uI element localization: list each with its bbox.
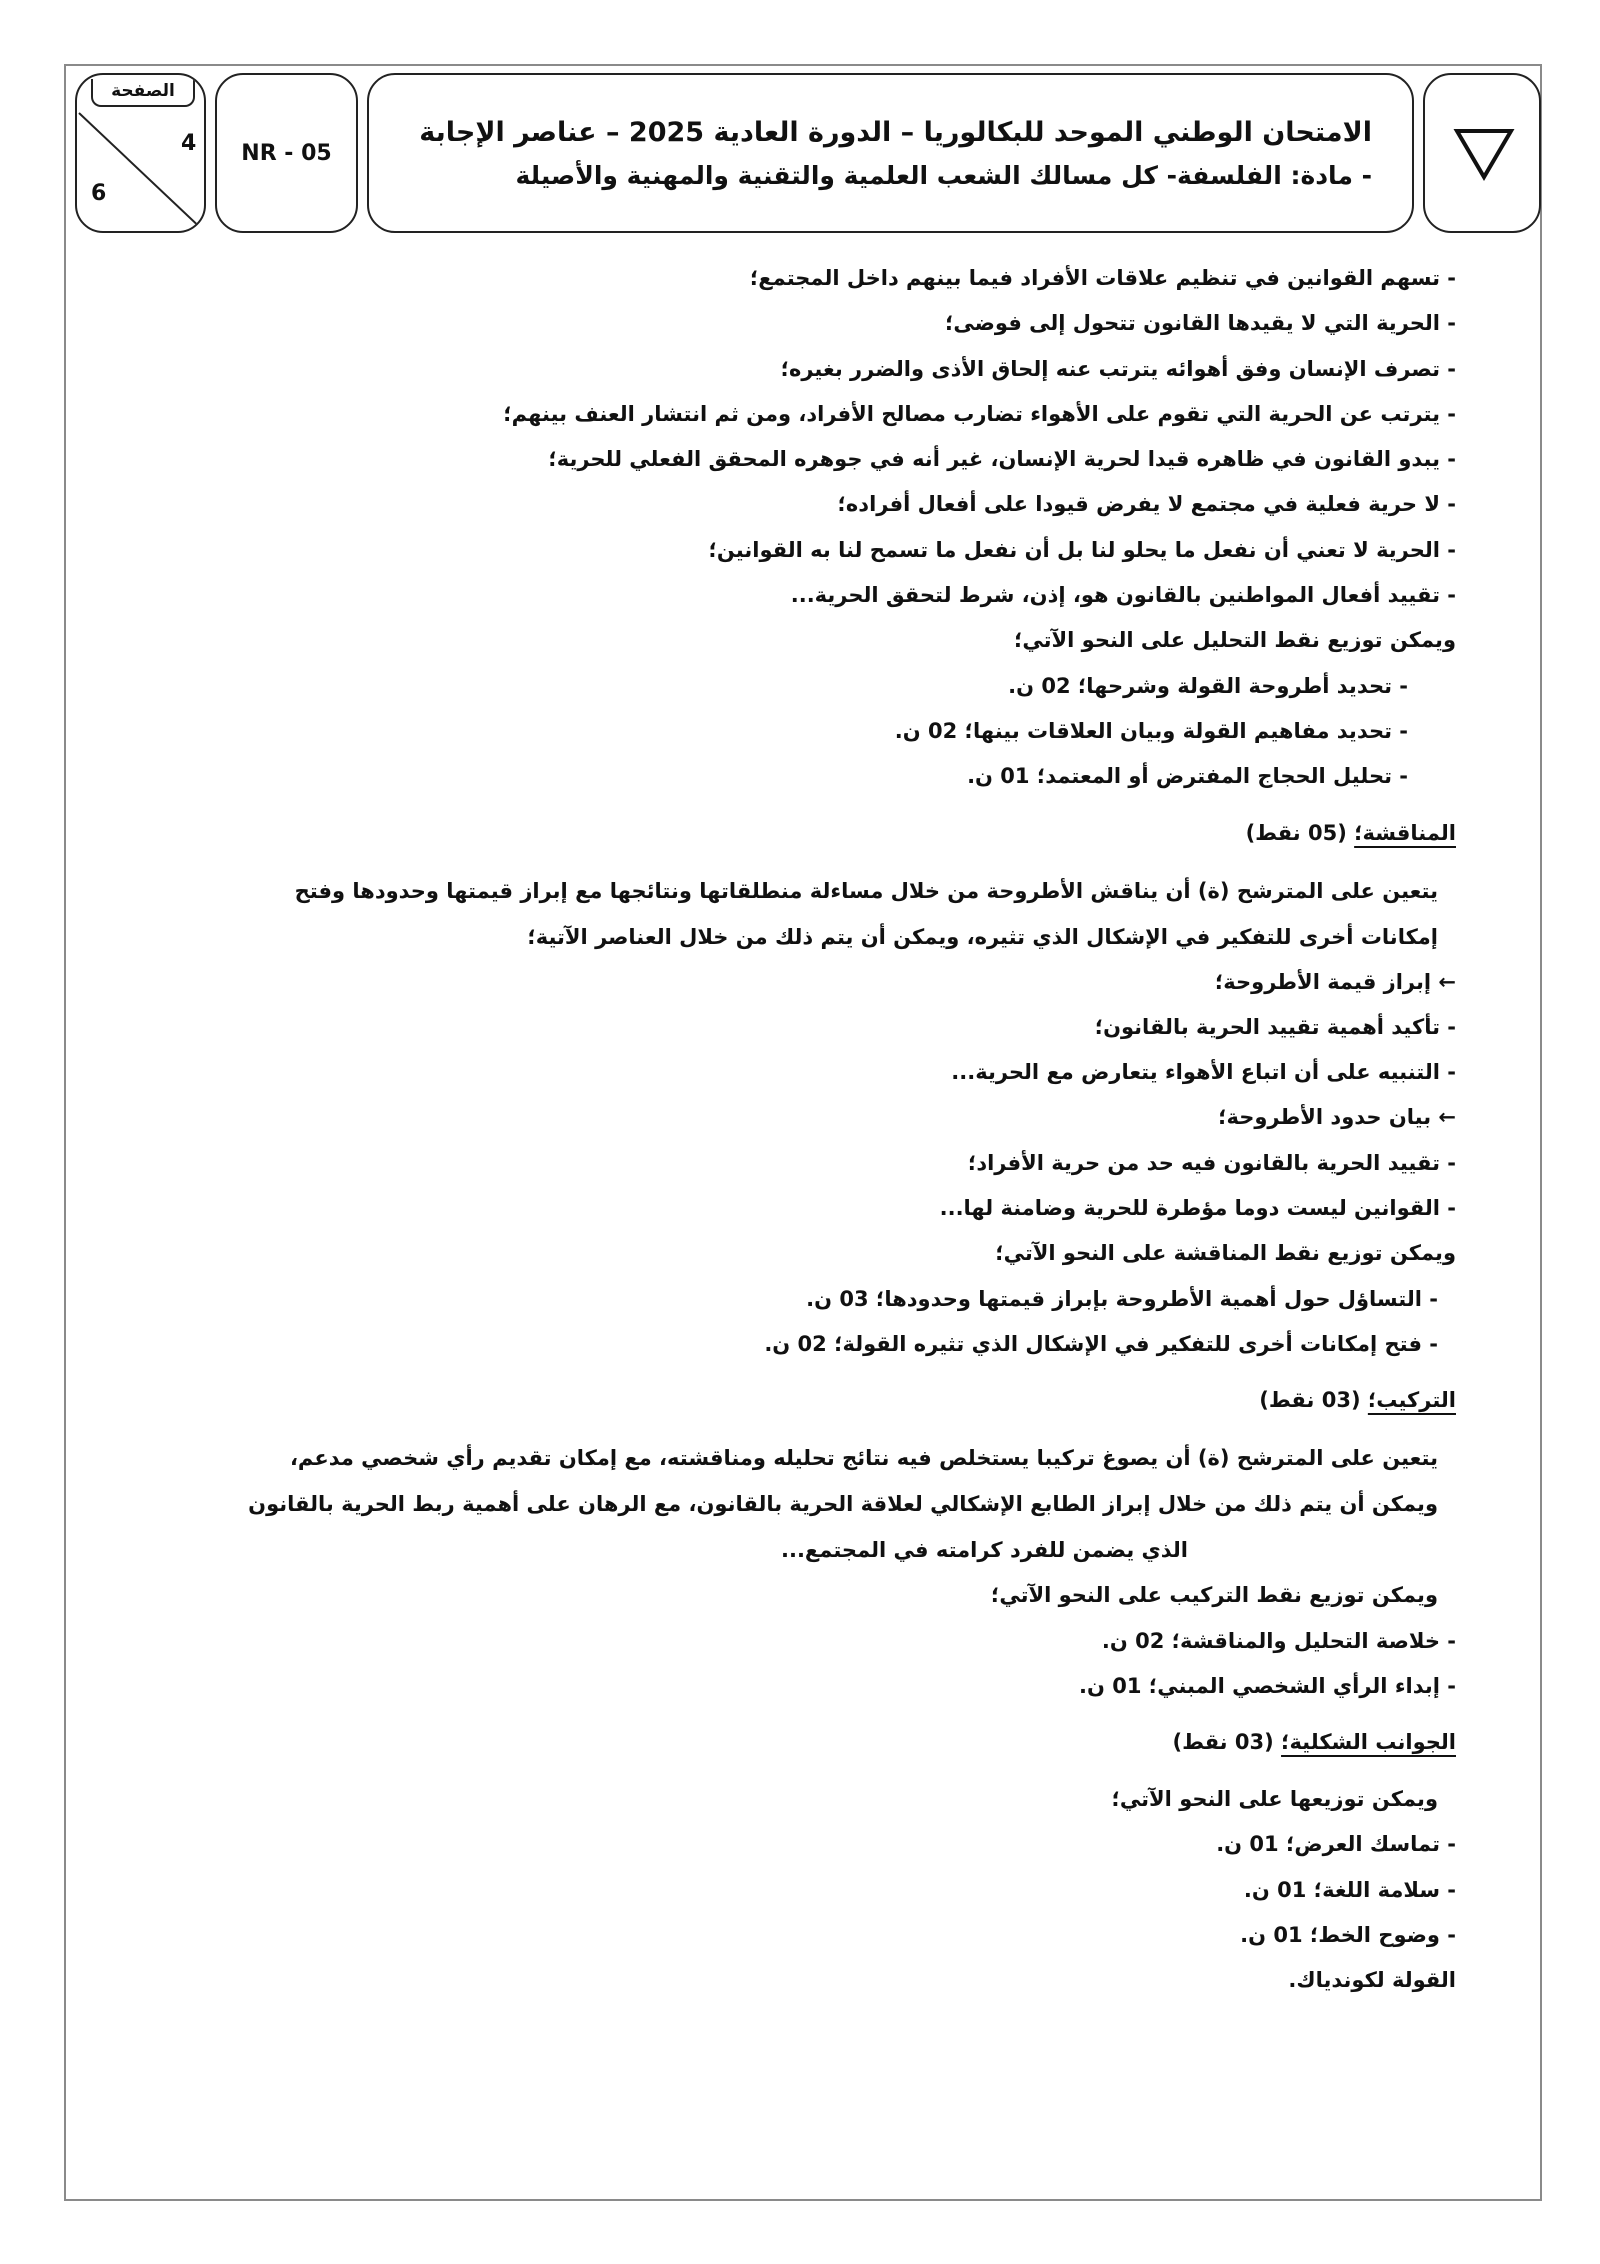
paragraph-line: إمكانات أخرى للتفكير في الإشكال الذي تثيره، ويمكن أن يتم ذلك من خلال العناصر الآتية؛ xyxy=(527,924,1438,949)
page-total: 6 xyxy=(91,181,107,206)
discussion-line: - التنبيه على أن اتباع الأهواء يتعارض مع الحرية... xyxy=(951,1060,1456,1085)
analysis-dist-item: - تحليل الحجاج المفترض أو المعتمد؛ 01 ن. xyxy=(967,764,1408,789)
discussion-line: ← إبراز قيمة الأطروحة؛ xyxy=(1214,969,1456,994)
page-current: 4 xyxy=(181,131,197,156)
analysis-line: - يبدو القانون في ظاهره قيدا لحرية الإنسان، غير أنه في جوهره المحقق الفعلي للحرية؛ xyxy=(548,447,1456,472)
exam-title-box xyxy=(367,73,1414,233)
synthesis-title: التركيب؛ xyxy=(1367,1388,1456,1413)
analysis-line: - تسهم القوانين في تنظيم علاقات الأفراد فيما بينهم داخل المجتمع؛ xyxy=(749,266,1456,290)
synthesis-points: (03 نقط) xyxy=(1259,1388,1361,1413)
analysis-line: - الحرية التي لا يقيدها القانون تتحول إلى فوضى؛ xyxy=(944,311,1456,336)
analysis-dist-intro: ويمكن توزيع نقط التحليل على النحو الآتي؛ xyxy=(1013,628,1456,653)
closing-note: القولة لكوندياك. xyxy=(1288,1968,1456,1993)
analysis-dist-item: - تحديد أطروحة القولة وشرحها؛ 02 ن. xyxy=(1008,673,1408,698)
analysis-line: - تقييد أفعال المواطنين بالقانون هو، إذن، شرط لتحقق الحرية... xyxy=(790,583,1456,608)
discussion-title: المناقشة؛ xyxy=(1354,820,1456,845)
formal-heading xyxy=(100,1719,1456,1765)
exam-subject: - مادة: الفلسفة- كل مسالك الشعب العلمية والتقنية والمهنية والأصيلة xyxy=(515,161,1372,190)
page-label: الصفحة xyxy=(91,79,195,107)
formal-points: (03 نقط) xyxy=(1172,1730,1274,1755)
discussion-paragraph xyxy=(100,868,1456,960)
formal-dist-item: - وضوح الخط؛ 01 ن. xyxy=(1240,1923,1456,1948)
paragraph-line: يتعين على المترشح (ة) أن يناقش الأطروحة من خلال مساءلة منطلقاتها ونتائجها مع إبراز قيمتها وحدودها وفتح xyxy=(294,878,1438,903)
exam-code-box xyxy=(215,73,358,233)
triangle-logo-icon xyxy=(1453,125,1515,183)
discussion-line: - القوانين ليست دوما مؤطرة للحرية وضامنة لها... xyxy=(939,1196,1456,1221)
analysis-line: - الحرية لا تعني أن نفعل ما يحلو لنا بل أن نفعل ما تسمح لنا به القوانين؛ xyxy=(708,537,1456,562)
formal-dist-item: - سلامة اللغة؛ 01 ن. xyxy=(1243,1877,1456,1902)
analysis-line: - لا حرية فعلية في مجتمع لا يفرض قيودا على أفعال أفراده؛ xyxy=(837,492,1456,517)
formal-title: الجوانب الشكلية؛ xyxy=(1281,1730,1456,1755)
discussion-points: (05 نقط) xyxy=(1245,820,1347,845)
paragraph-line: يتعين على المترشح (ة) أن يصوغ تركيبا يستخلص فيه نتائج تحليله ومناقشته، مع إمكان تقديم رأي شخصي مدعم، xyxy=(289,1446,1438,1471)
discussion-heading xyxy=(100,810,1456,856)
analysis-line: - تصرف الإنسان وفق أهوائه يترتب عنه إلحاق الأذى والضرر بغيره؛ xyxy=(780,356,1456,381)
synthesis-heading xyxy=(100,1377,1456,1423)
paragraph-line: الذي يضمن للفرد كرامته في المجتمع... xyxy=(781,1538,1188,1563)
formal-dist-item: - تماسك العرض؛ 01 ن. xyxy=(1216,1832,1456,1857)
synthesis-dist-item: - إبداء الرأي الشخصي المبني؛ 01 ن. xyxy=(1079,1673,1456,1698)
discussion-dist-intro: ويمكن توزيع نقط المناقشة على النحو الآتي؛ xyxy=(995,1241,1456,1266)
discussion-line: ← بيان حدود الأطروحة؛ xyxy=(1218,1105,1456,1130)
discussion-dist-item: - فتح إمكانات أخرى للتفكير في الإشكال الذي تثيره القولة؛ 02 ن. xyxy=(764,1331,1438,1356)
synthesis-dist-intro: ويمكن توزيع نقط التركيب على النحو الآتي؛ xyxy=(990,1583,1438,1608)
logo-box xyxy=(1423,73,1541,233)
synthesis-paragraph xyxy=(100,1435,1456,1573)
exam-code: NR - 05 xyxy=(241,140,332,166)
discussion-dist-item: - التساؤل حول أهمية الأطروحة بإبراز قيمتها وحدودها؛ 03 ن. xyxy=(806,1286,1438,1311)
paragraph-line: ويمكن أن يتم ذلك من خلال إبراز الطابع الإشكالي لعلاقة الحرية بالقانون، مع الرهان على أهمية ربط الحرية بالقانون xyxy=(248,1492,1438,1517)
answer-key-content xyxy=(100,256,1456,2004)
exam-title: الامتحان الوطني الموحد للبكالوريا – الدورة العادية 2025 – عناصر الإجابة xyxy=(419,117,1372,148)
synthesis-dist-item: - خلاصة التحليل والمناقشة؛ 02 ن. xyxy=(1101,1628,1456,1653)
discussion-line: - تقييد الحرية بالقانون فيه حد من حرية الأفراد؛ xyxy=(967,1150,1456,1175)
analysis-dist-item: - تحديد مفاهيم القولة وبيان العلاقات بينها؛ 02 ن. xyxy=(894,718,1408,743)
page-number-box xyxy=(75,73,206,233)
formal-dist-intro: ويمكن توزيعها على النحو الآتي؛ xyxy=(1111,1787,1438,1812)
discussion-line: - تأكيد أهمية تقييد الحرية بالقانون؛ xyxy=(1094,1014,1456,1039)
analysis-line: - يترتب عن الحرية التي تقوم على الأهواء تضارب مصالح الأفراد، ومن ثم انتشار العنف بينهم؛ xyxy=(503,401,1456,426)
